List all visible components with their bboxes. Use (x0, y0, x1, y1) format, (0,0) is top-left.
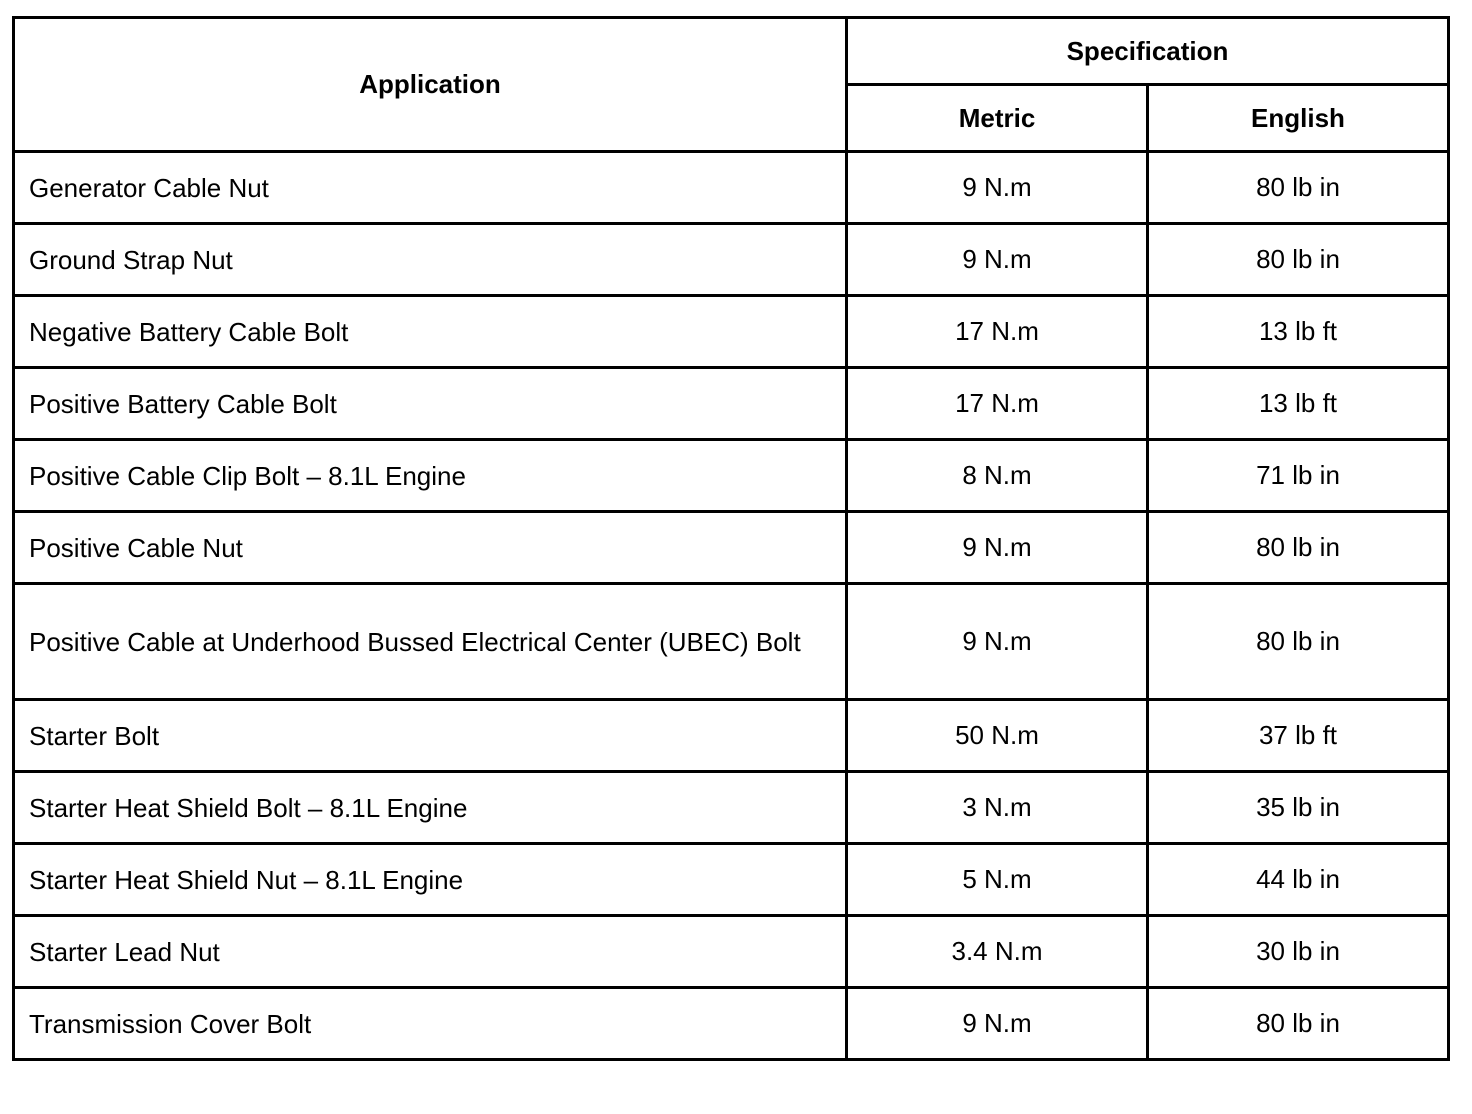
application-cell: Starter Heat Shield Nut – 8.1L Engine (14, 844, 847, 916)
application-cell: Positive Battery Cable Bolt (14, 368, 847, 440)
metric-cell: 9 N.m (847, 584, 1148, 700)
english-cell: 13 lb ft (1148, 296, 1449, 368)
table-row (14, 844, 1449, 916)
english-cell: 35 lb in (1148, 772, 1449, 844)
application-cell: Transmission Cover Bolt (14, 988, 847, 1060)
table-row (14, 512, 1449, 584)
table-row (14, 440, 1449, 512)
english-cell: 80 lb in (1148, 512, 1449, 584)
application-cell: Starter Lead Nut (14, 916, 847, 988)
header-row-top (14, 18, 1449, 85)
header-application: Application (14, 18, 847, 152)
application-cell: Negative Battery Cable Bolt (14, 296, 847, 368)
table-row (14, 296, 1449, 368)
application-cell: Generator Cable Nut (14, 152, 847, 224)
header-specification: Specification (847, 18, 1449, 85)
metric-cell: 9 N.m (847, 152, 1148, 224)
application-cell: Starter Heat Shield Bolt – 8.1L Engine (14, 772, 847, 844)
table-row (14, 224, 1449, 296)
english-cell: 13 lb ft (1148, 368, 1449, 440)
metric-cell: 3.4 N.m (847, 916, 1148, 988)
metric-cell: 17 N.m (847, 296, 1148, 368)
application-cell: Positive Cable Clip Bolt – 8.1L Engine (14, 440, 847, 512)
fastener-tightening-specifications-table (12, 16, 1450, 1061)
metric-cell: 8 N.m (847, 440, 1148, 512)
table-row (14, 152, 1449, 224)
english-cell: 80 lb in (1148, 988, 1449, 1060)
table-row (14, 988, 1449, 1060)
table-row (14, 584, 1449, 700)
application-cell: Ground Strap Nut (14, 224, 847, 296)
table-row (14, 772, 1449, 844)
application-cell: Positive Cable at Underhood Bussed Electrical Center (UBEC) Bolt (14, 584, 847, 700)
table-row (14, 916, 1449, 988)
header-metric: Metric (847, 85, 1148, 152)
metric-cell: 3 N.m (847, 772, 1148, 844)
metric-cell: 17 N.m (847, 368, 1148, 440)
metric-cell: 5 N.m (847, 844, 1148, 916)
english-cell: 37 lb ft (1148, 700, 1449, 772)
english-cell: 80 lb in (1148, 224, 1449, 296)
english-cell: 80 lb in (1148, 584, 1449, 700)
application-cell: Positive Cable Nut (14, 512, 847, 584)
metric-cell: 50 N.m (847, 700, 1148, 772)
english-cell: 44 lb in (1148, 844, 1449, 916)
metric-cell: 9 N.m (847, 224, 1148, 296)
header-english: English (1148, 85, 1449, 152)
application-cell: Starter Bolt (14, 700, 847, 772)
english-cell: 80 lb in (1148, 152, 1449, 224)
table-row (14, 368, 1449, 440)
table-row (14, 700, 1449, 772)
metric-cell: 9 N.m (847, 988, 1148, 1060)
english-cell: 71 lb in (1148, 440, 1449, 512)
english-cell: 30 lb in (1148, 916, 1449, 988)
metric-cell: 9 N.m (847, 512, 1148, 584)
